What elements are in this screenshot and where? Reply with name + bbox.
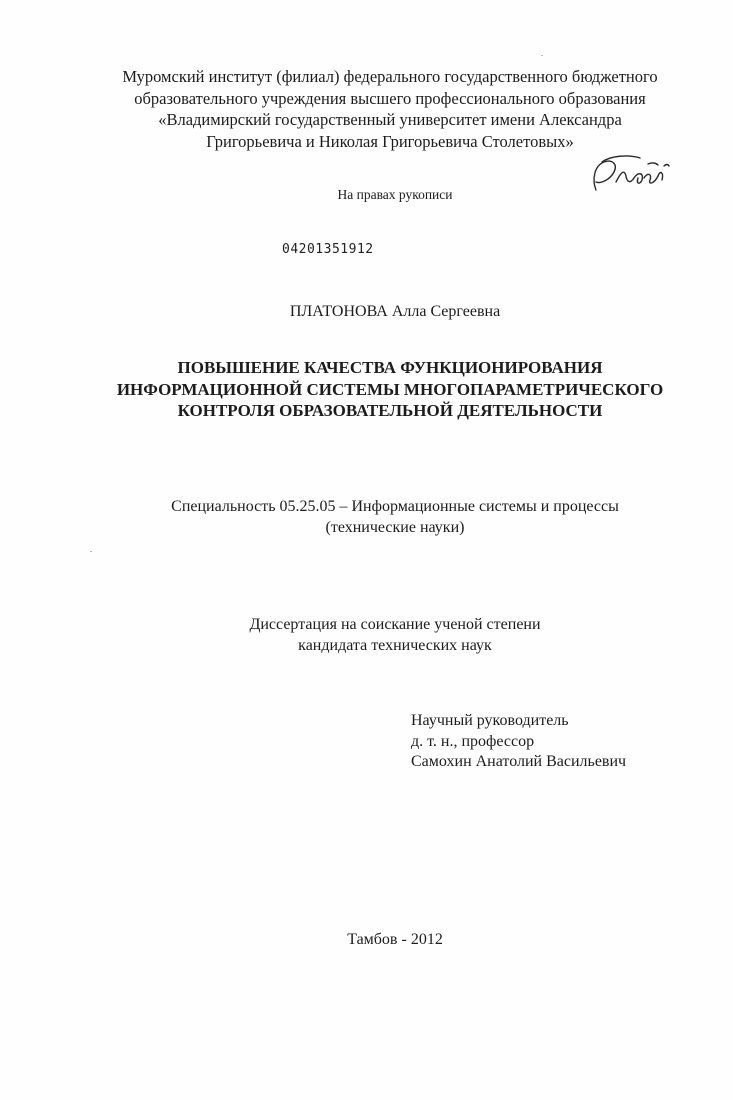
supervisor-name: Самохин Анатолий Васильевич [411, 753, 627, 770]
institution-line: «Владимирский государственный университет имени Александра [158, 110, 622, 129]
degree-subline: кандидата технических наук [298, 637, 492, 654]
city-year: Тамбов - 2012 [347, 931, 443, 948]
supervisor-role: Научный руководитель [411, 712, 569, 729]
specialty-subline: (технические науки) [325, 519, 465, 536]
dissertation-title [60, 357, 720, 422]
specialty-line: Специальность 05.25.05 – Информационные системы и процессы [171, 498, 619, 515]
degree-block [190, 614, 600, 656]
institution-line: образовательного учреждения высшего профессионального образования [134, 88, 646, 108]
title-line: КОНТРОЛЯ ОБРАЗОВАТЕЛЬНОЙ ДЕЯТЕЛЬНОСТИ [177, 401, 603, 420]
author-name: ПЛАТОНОВА Алла Сергеевна [289, 303, 501, 320]
registration-number: 04201351912 [282, 242, 374, 257]
supervisor-credentials: д. т. н., профессор [411, 732, 535, 750]
scan-speck [541, 55, 543, 56]
handwritten-signature [588, 152, 678, 196]
specialty-block [90, 496, 700, 538]
institution-line: Григорьевича и Николая Григорьевича Столетовых» [206, 131, 574, 151]
institution-header [60, 66, 720, 152]
scan-speck [90, 551, 92, 552]
degree-line: Диссертация на соискание ученой степени [249, 616, 541, 633]
supervisor-block [411, 711, 711, 773]
manuscript-rights-note: На правах рукописи [337, 187, 453, 202]
title-line: ПОВЫШЕНИЕ КАЧЕСТВА ФУНКЦИОНИРОВАНИЯ [177, 358, 603, 377]
institution-line: Муромский институт (филиал) федерального государственного бюджетного [122, 67, 658, 86]
title-line: ИНФОРМАЦИОННОЙ СИСТЕМЫ МНОГОПАРАМЕТРИЧЕСКОГО [116, 379, 664, 399]
